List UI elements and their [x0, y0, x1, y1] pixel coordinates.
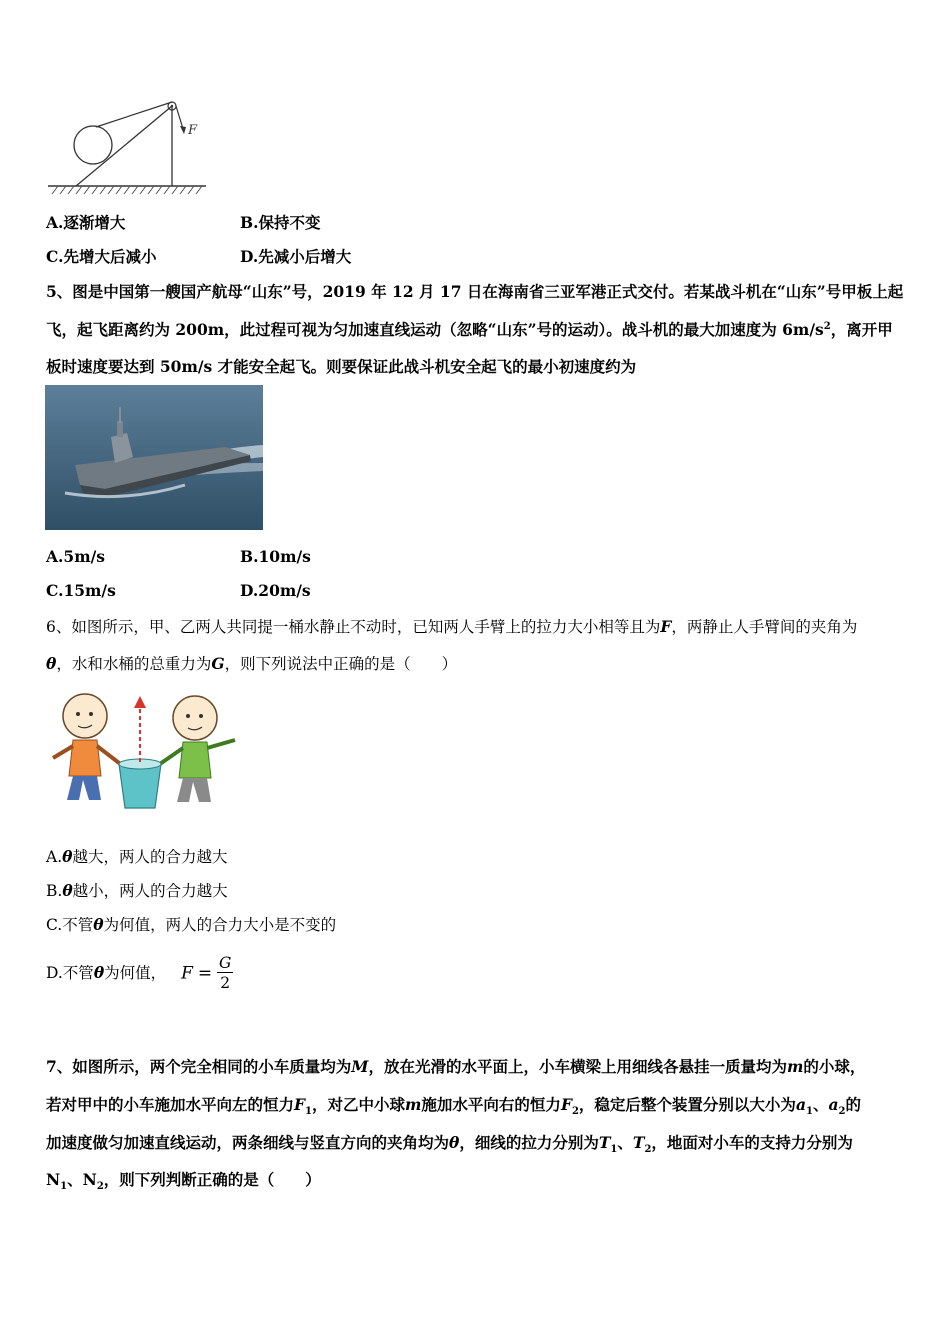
q5-unit-exponent: 2 — [823, 320, 831, 332]
q7-stem-line2-tail: 的 — [845, 1095, 861, 1114]
q7-stem-line1 — [46, 1055, 865, 1077]
q7-symbol-n1: N — [46, 1170, 61, 1189]
q6-formula — [181, 954, 233, 993]
q6-option-a-text: 越大，两人的合力越大 — [72, 848, 228, 866]
q7-stem-line1-tail: 的小球， — [803, 1057, 866, 1076]
q6-symbol-g: G — [211, 654, 225, 673]
q7-symbol-t1: T — [598, 1133, 611, 1152]
q7-symbol-f2-sub: 2 — [571, 1106, 579, 1118]
q6-option-d-theta: θ — [93, 963, 105, 982]
q6-option-d-text: 为何值， — [104, 964, 167, 982]
q7-stem-line4 — [46, 1168, 321, 1192]
q4-option-c[interactable]: C.先增大后减小 — [46, 247, 157, 266]
q5-stem-line1: 5、图是中国第一艘国产航母“山东”号，2019 年 12 月 17 日在海南省三亚军港正式交付。若某战斗机在“山东”号甲板上起 — [46, 282, 904, 301]
q6-option-b-theta: θ — [62, 881, 73, 900]
q6-option-d-prefix: D.不管 — [46, 964, 94, 982]
q7-symbol-a2-sub: 2 — [838, 1106, 846, 1118]
q7-stem-line2-mid3: ，稳定后整个装置分别以大小为 — [578, 1095, 796, 1114]
pulley-diagram — [44, 96, 210, 198]
q7-stem-line3-sep: 、 — [617, 1133, 633, 1152]
q6-option-a-theta: θ — [62, 847, 73, 866]
q6-stem-line2 — [46, 652, 457, 674]
q7-symbol-t1-sub: 1 — [610, 1144, 618, 1156]
q7-stem-line3-text: 加速度做匀加速直线运动，两条细线与竖直方向的夹角均为 — [46, 1133, 450, 1152]
q6-symbol-theta: θ — [46, 654, 57, 673]
q6-option-b[interactable] — [46, 879, 228, 901]
q6-stem-line1-text: 6、如图所示，甲、乙两人共同提一桶水静止不动时，已知两人手臂上的拉力大小相等且为 — [46, 618, 661, 636]
q7-symbol-m-big: M — [351, 1057, 369, 1076]
q7-stem-line4-tail: ，则下列判断正确的是（ ） — [103, 1170, 321, 1189]
q7-stem-line1-text: 7、如图所示，两个完全相同的小车质量均为 — [46, 1057, 352, 1076]
q6-symbol-f: F — [660, 617, 672, 636]
q7-symbol-a1-sub: 1 — [805, 1106, 813, 1118]
q7-symbol-t2-sub: 2 — [644, 1144, 652, 1156]
q7-stem-line2-sep: 、 — [812, 1095, 829, 1114]
q6-option-a-prefix: A. — [46, 848, 63, 866]
q4-option-a[interactable]: A.逐渐增大 — [46, 213, 126, 232]
q7-symbol-theta: θ — [449, 1133, 460, 1152]
q7-symbol-m-ball: m — [405, 1095, 422, 1114]
q7-symbol-a1: a — [795, 1095, 806, 1114]
q6-stem-line2-text: ，水和水桶的总重力为 — [56, 655, 212, 673]
q6-option-c[interactable] — [46, 913, 336, 935]
q7-symbol-f1-sub: 1 — [305, 1106, 312, 1118]
q7-stem-line4-sep: 、 — [67, 1170, 83, 1189]
q6-option-b-text: 越小，两人的合力越大 — [72, 882, 228, 900]
q6-option-b-prefix: B. — [46, 882, 63, 900]
q7-stem-line3-mid: ，细线的拉力分别为 — [459, 1133, 599, 1152]
q6-formula-denominator: 2 — [220, 973, 231, 992]
q7-symbol-f2: F — [560, 1095, 572, 1114]
q5-stem-line2-tail: ，离开甲 — [830, 320, 893, 339]
q7-stem-line2-mid2: 施加水平向右的恒力 — [421, 1095, 561, 1114]
q7-symbol-m-small: m — [786, 1057, 804, 1076]
q7-stem-line2-text: 若对甲中的小车施加水平向左的恒力 — [46, 1095, 295, 1114]
q6-formula-fraction — [217, 954, 233, 993]
q6-option-a[interactable] — [46, 845, 227, 867]
q6-formula-numerator: G — [219, 953, 232, 972]
q6-option-c-prefix: C.不管 — [46, 916, 94, 934]
q7-symbol-n2-sub: 2 — [96, 1181, 104, 1193]
q4-option-b[interactable]: B.保持不变 — [240, 213, 321, 232]
q5-option-a[interactable]: A.5m/s — [46, 547, 105, 566]
q7-stem-line2-mid1: ，对乙中小球 — [312, 1095, 406, 1114]
q7-symbol-a2: a — [828, 1095, 839, 1114]
q5-option-b[interactable]: B.10m/s — [240, 547, 311, 566]
two-people-bucket-illustration — [45, 688, 241, 816]
q6-formula-eq: = — [197, 963, 213, 983]
q7-symbol-n2: N — [82, 1170, 97, 1189]
q6-option-c-text: 为何值，两人的合力大小是不变的 — [103, 916, 337, 934]
q4-option-d[interactable]: D.先减小后增大 — [240, 247, 352, 266]
q5-stem-line3: 板时速度要达到 50m/s 才能安全起飞。则要保证此战斗机安全起飞的最小初速度约为 — [46, 357, 637, 376]
q7-symbol-t2: T — [632, 1133, 645, 1152]
q6-stem-line2-tail: ，则下列说法中正确的是（ ） — [224, 655, 458, 673]
q6-formula-lhs: F — [181, 963, 193, 983]
q5-stem-line2 — [46, 318, 893, 340]
q6-option-c-theta: θ — [93, 915, 104, 934]
q6-option-d[interactable] — [46, 945, 233, 1001]
q5-stem-line2-text: 飞，起飞距离约为 200m，此过程可视为匀加速直线运动（忽略“山东”号的运动）。战斗机的最大加速度为 6m/s — [46, 320, 824, 339]
q6-stem-line1-tail: ，两静止人手臂间的夹角为 — [671, 618, 858, 636]
q5-option-d[interactable]: D.20m/s — [240, 581, 311, 600]
force-label-f: F — [188, 123, 198, 138]
q7-stem-line1-mid: ，放在光滑的水平面上，小车横梁上用细线各悬挂一质量均为 — [368, 1057, 787, 1076]
q7-symbol-n1-sub: 1 — [60, 1181, 68, 1193]
q7-stem-line3-tail: ，地面对小车的支持力分别为 — [651, 1133, 853, 1152]
q6-stem-line1 — [46, 615, 857, 637]
aircraft-carrier-photo — [45, 385, 263, 530]
q7-stem-line2 — [46, 1093, 861, 1117]
q7-symbol-f1: F — [294, 1095, 306, 1114]
q5-option-c[interactable]: C.15m/s — [46, 581, 116, 600]
q7-stem-line3 — [46, 1131, 853, 1155]
